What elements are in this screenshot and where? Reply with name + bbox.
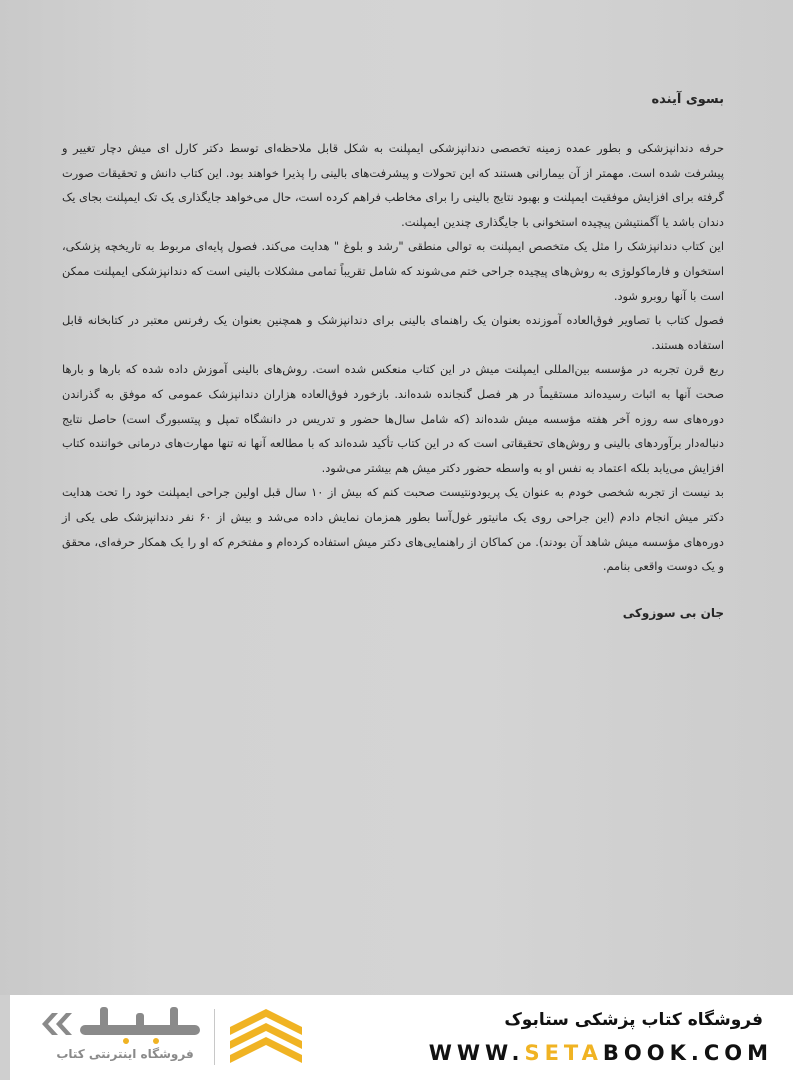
paragraph-2: این کتاب دندانپزشک را مثل یک متخصص ایمپلنت به توالی منطقی "رشد و بلوغ " هدایت می‌کند. فصول پایه‌ای مربوط به تاریخچه پزشکی، استخوان و فارماکولوژی به روش‌های پیچیده جراحی ختم می‌شوند که شامل تقریباً تمامی مشکلات بالینی است که دندانپزشکی ایمپلنت ممکن است با آنها روبرو شود.	[62, 239, 724, 303]
page-content	[62, 92, 724, 620]
logo-tagline: فروشگاه اینترنتی کتاب	[56, 1047, 194, 1061]
paragraph-4: ربع قرن تجربه در مؤسسه بین‌المللی ایمپلنت میش در این کتاب منعکس شده است. روش‌های بالینی آموزش داده شده که بارها و بارها صحت آنها به اثبات رسیده‌اند مستقیماً در هر فصل گنجانده شده‌اند. بازخورد فوق‌العاده هزاران دندانپزشک عمومی که موفق به گذراندن دوره‌های سه روزه آخر هفته مؤسسه میش شده‌اند (که شامل سال‌ها حضور و تدریس در دانشگاه تمپل و پیتسبورگ است) حاصل نتایج دنباله‌دار برآوردهای بالینی و روش‌های تحقیقاتی است که در این کتاب تأکید شده‌اند که با مطالعه آنها نه تنها مهارت‌های درمانی خواننده کتاب افزایش می‌یابد بلکه اعتماد به نفس او به واسطه حضور دکتر میش هم بیشتر می‌شود.	[62, 362, 724, 475]
paragraph-3: فصول کتاب با تصاویر فوق‌العاده آموزنده بعنوان یک راهنمای بالینی برای دندانپزشک و همچنین بعنوان یک رفرنس معتبر در کتابخانه قابل استفاده هستند.	[62, 313, 724, 352]
logo-divider	[214, 1009, 215, 1065]
url-suffix: BOOK.COM	[602, 1041, 773, 1065]
store-footer-banner	[10, 995, 793, 1080]
url-prefix: WWW.	[428, 1041, 525, 1065]
author-signature: جان بی سوزوکی	[622, 605, 724, 620]
url-accent: SETA	[524, 1041, 603, 1065]
store-url[interactable]	[429, 1041, 773, 1065]
page-heading: بسوی آینده	[651, 92, 724, 107]
book-emblem-icon	[226, 1007, 306, 1067]
paragraph-1: حرفه دندانپزشکی و بطور عمده زمینه تخصصی دندانپزشکی ایمپلنت به شکل قابل ملاحظه‌ای توسط دکتر کارل ای میش دچار تغییر و پیشرفت شده است. مهمتر از آن بیمارانی هستند که این تحولات و پیشرفت‌های بالینی را پذیرا خواهند بود. این کتاب دانش و تحقیقات صورت گرفته برای افزایش موفقیت ایمپلنت و بهبود نتایج بالینی را برای مخاطب فراهم کرده است، حال می‌خواهد جایگذاری یک تک ایمپلنت بجای یک دندان باشد یا آگمنتیشن پیچیده استخوانی با جایگذاری چندین ایمپلنت.	[62, 141, 724, 229]
paragraph-5: بد نیست از تجربه شخصی خودم به عنوان یک پریودونتیست صحبت کنم که بیش از ۱۰ سال قبل اولین جراحی ایمپلنت خود را تحت هدایت دکتر میش انجام دادم (این جراحی روی یک مانیتور غول‌آسا بطور همزمان نمایش داده می‌شد و بیش از ۶۰ نفر دندانپزشک طی یکی از دوره‌های مؤسسه میش شاهد آن بودند). من کماکان از راهنمایی‌های دکتر میش استفاده کرده‌ام و مفتخرم که او را یک همکار حرفه‌ای، محقق و یک دوست واقعی بنامم.	[62, 485, 724, 574]
store-name: فروشگاه کتاب پزشکی ستابوک	[504, 1010, 763, 1030]
setabook-logo-icon	[40, 1003, 210, 1045]
